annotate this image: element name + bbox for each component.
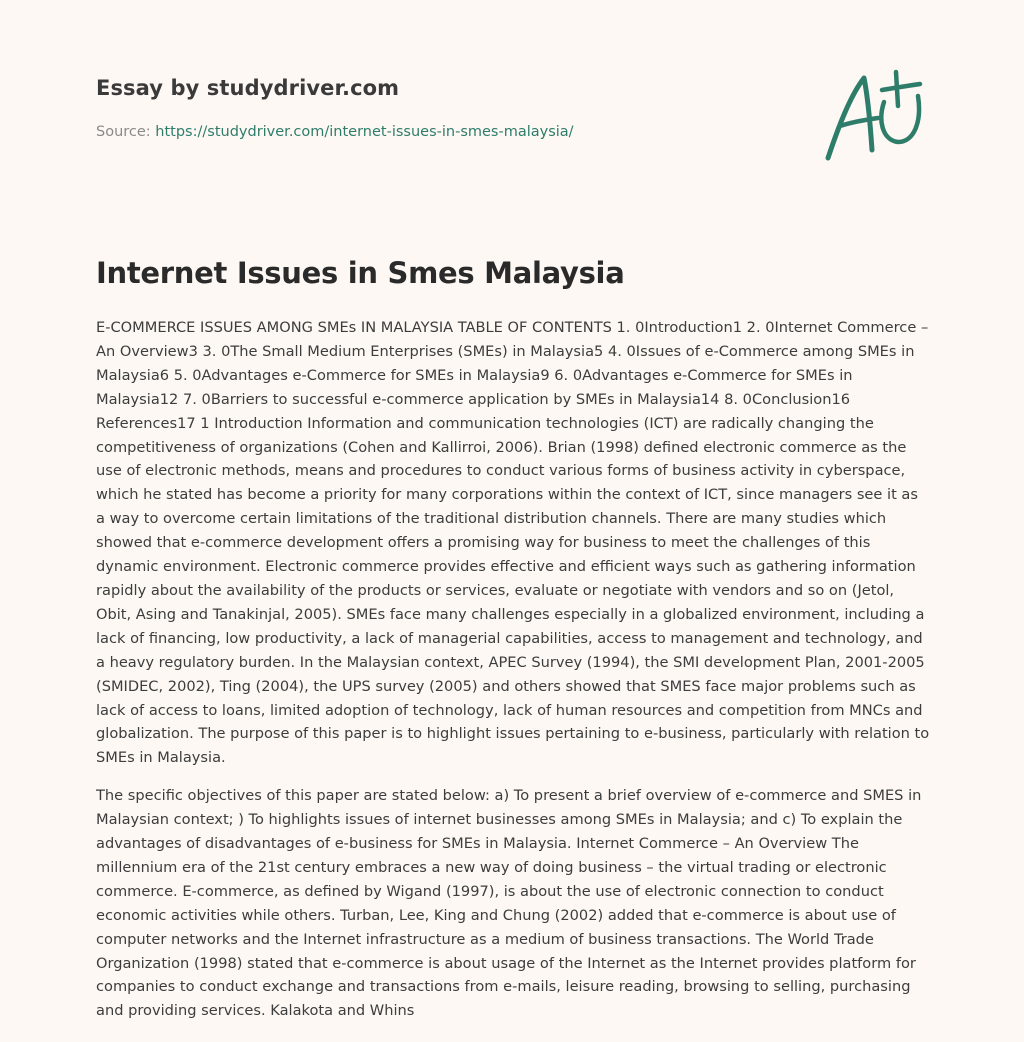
- site-name: Essay by studydriver.com: [96, 76, 400, 100]
- essay-paragraph: The specific objectives of this paper are stated below: a) To present a brief overview of e-commerce and SMES in Malaysian context; ) To highlights issues of internet businesses among SMEs in Malaysia; and c) To explain the advantages of disadvantages of e-business for SMEs in Malaysia. Internet Commerce – An Overview The millennium era of the 21st century embraces a new way of doing business – the virtual trading or electronic commerce. E-commerce, as defined by Wigand (1997), is about the use of electronic connection to conduct economic activities while others. Turban, Lee, King and Chung (2002) added that e-commerce is about use of computer networks and the Internet infrastructure as a medium of business transactions. The World Trade Organization (1998) stated that e-commerce is about usage of the Internet as the Internet provides platform for companies to conduct exchange and transactions from e-mails, leisure reading, browsing to selling, purchasing and providing services. Kalakota and Whins: [96, 787, 922, 1020]
- source-link[interactable]: https://studydriver.com/internet-issues-in-smes-malaysia/: [155, 124, 574, 140]
- essay-title: Internet Issues in Smes Malaysia: [96, 256, 625, 290]
- essay-paragraph: E-COMMERCE ISSUES AMONG SMEs IN MALAYSIA TABLE OF CONTENTS 1. 0Introduction1 2. 0Internet Commerce – An Overview3 3. 0The Small Medium Enterprises (SMEs) in Malaysia5 4. 0Issues of e-Commerce among SMEs in Malaysia6 5. 0Advantages e-Commerce for SMEs in Malaysia9 6. 0Advantages e-Commerce for SMEs in Malaysia12 7. 0Barriers to successful e-commerce application by SMEs in Malaysia14 8. 0Conclusion16 References17 1 Introduction Information and communication technologies (ICT) are radically changing the competitiveness of organizations (Cohen and Kallirroi, 2006). Brian (1998) defined electronic commerce as the use of electronic methods, means and procedures to conduct various forms of business activity in cyberspace, which he stated has become a priority for many corporations within the context of ICT, since managers see it as a way to overcome certain limitations of the traditional distribution channels. There are many studies which showed that e-commerce development offers a promising way for business to meet the challenges of this dynamic environment. Electronic commerce provides effective and efficient ways such as gathering information rapidly about the availability of the products or services, evaluate or negotiate with vendors and so on (Jetol, Obit, Asing and Tanakinjal, 2005). SMEs face many challenges especially in a globalized environment, including a lack of financing, low productivity, a lack of managerial capabilities, access to management and technology, and a heavy regulatory burden. In the Malaysian context, APEC Survey (1994), the SMI development Plan, 2001-2005 (SMIDEC, 2002), Ting (2004), the UPS survey (2005) and others showed that SMES face major problems such as lack of access to loans, limited adoption of technology, lack of human resources and competition from MNCs and globalization. The purpose of this paper is to highlight issues pertaining to e-business, particularly with relation to SMEs in Malaysia.: [96, 319, 930, 767]
- source-label: Source:: [96, 124, 151, 140]
- source-line: [96, 124, 574, 140]
- essay-body: [96, 316, 930, 1037]
- a-plus-grade-icon: [820, 68, 930, 164]
